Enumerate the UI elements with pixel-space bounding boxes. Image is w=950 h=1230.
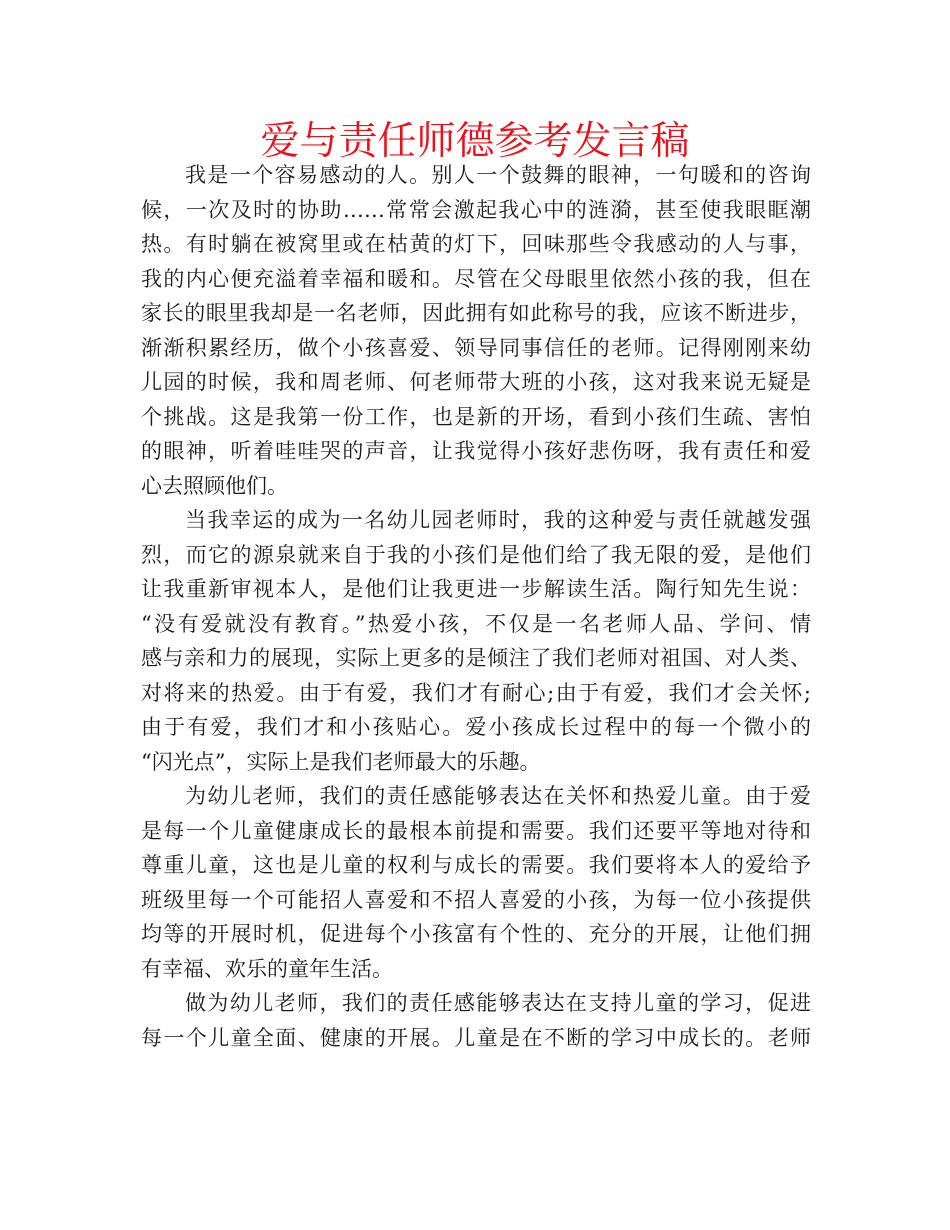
- paragraph-first-line: 我是一个容易感动的人。别人一个鼓舞的眼神，一句暖和的咨询: [185, 163, 811, 187]
- text-line: 感与亲和力的展现，实际上更多的是倾注了我们老师对祖国、对人类、: [141, 646, 811, 670]
- text-line: 班级里每一个可能招人喜爱和不招人喜爱的小孩，为每一位小孩提供: [141, 887, 811, 912]
- text-line: 有幸福、欢乐的童年生活。: [141, 956, 393, 981]
- text-line: “没有爱就没有教育。”热爱小孩，不仅是一名老师人品、学问、情: [141, 611, 811, 636]
- text-line: 的眼神，听着哇哇哭的声音，让我觉得小孩好悲伤呀，我有责任和爱: [141, 439, 811, 463]
- text-line: 热。有时躺在被窝里或在枯黄的灯下，回味那些令我感动的人与事，: [141, 232, 811, 256]
- text-line: 尊重儿童，这也是儿童的权利与成长的需要。我们要将本人的爱给予: [141, 853, 811, 877]
- text-line: 渐渐积累经历，做个小孩喜爱、领导同事信任的老师。记得刚刚来幼: [141, 335, 811, 360]
- paragraph-first-line: 做为幼儿老师，我们的责任感能够表达在支持儿童的学习，促进: [185, 991, 811, 1015]
- text-line: 我的内心便充溢着幸福和暖和。尽管在父母眼里依然小孩的我，但在: [141, 266, 811, 291]
- text-line: “闪光点”，实际上是我们老师最大的乐趣。: [141, 749, 541, 774]
- text-line: 候，一次及时的协助……常常会激起我心中的涟漪，甚至使我眼眶潮: [141, 197, 811, 222]
- paragraph-first-line: 为幼儿老师，我们的责任感能够表达在关怀和热爱儿童。由于爱: [185, 784, 811, 808]
- document-body: [141, 158, 811, 1055]
- text-line: 让我重新审视本人，是他们让我更进一步解读生活。陶行知先生说：: [141, 577, 811, 601]
- text-line: 家长的眼里我却是一名老师，因此拥有如此称号的我，应该不断进步，: [141, 301, 811, 325]
- text-line: 由于有爱，我们才和小孩贴心。爱小孩成长过程中的每一个微小的: [141, 715, 811, 739]
- text-line: 心去照顾他们。: [141, 473, 288, 498]
- text-line: 个挑战。这是我第一份工作，也是新的开场，看到小孩们生疏、害怕: [141, 404, 811, 429]
- text-line: 每一个儿童全面、健康的开展。儿童是在不断的学习中成长的。老师: [141, 1025, 811, 1050]
- text-line: 是每一个儿童健康成长的最根本前提和需要。我们还要平等地对待和: [141, 818, 811, 843]
- document-title: 爱与责任师德参考发言稿: [260, 119, 690, 164]
- text-line: 儿园的时候，我和周老师、何老师带大班的小孩，这对我来说无疑是: [141, 370, 811, 394]
- text-line: 均等的开展时机，促进每个小孩富有个性的、充分的开展，让他们拥: [141, 922, 811, 946]
- paragraph-first-line: 当我幸运的成为一名幼儿园老师时，我的这种爱与责任就越发强: [185, 508, 811, 532]
- text-line: 烈，而它的源泉就来自于我的小孩们是他们给了我无限的爱，是他们: [141, 542, 811, 567]
- text-line: 对将来的热爱。由于有爱，我们才有耐心;由于有爱，我们才会关怀;: [141, 680, 811, 705]
